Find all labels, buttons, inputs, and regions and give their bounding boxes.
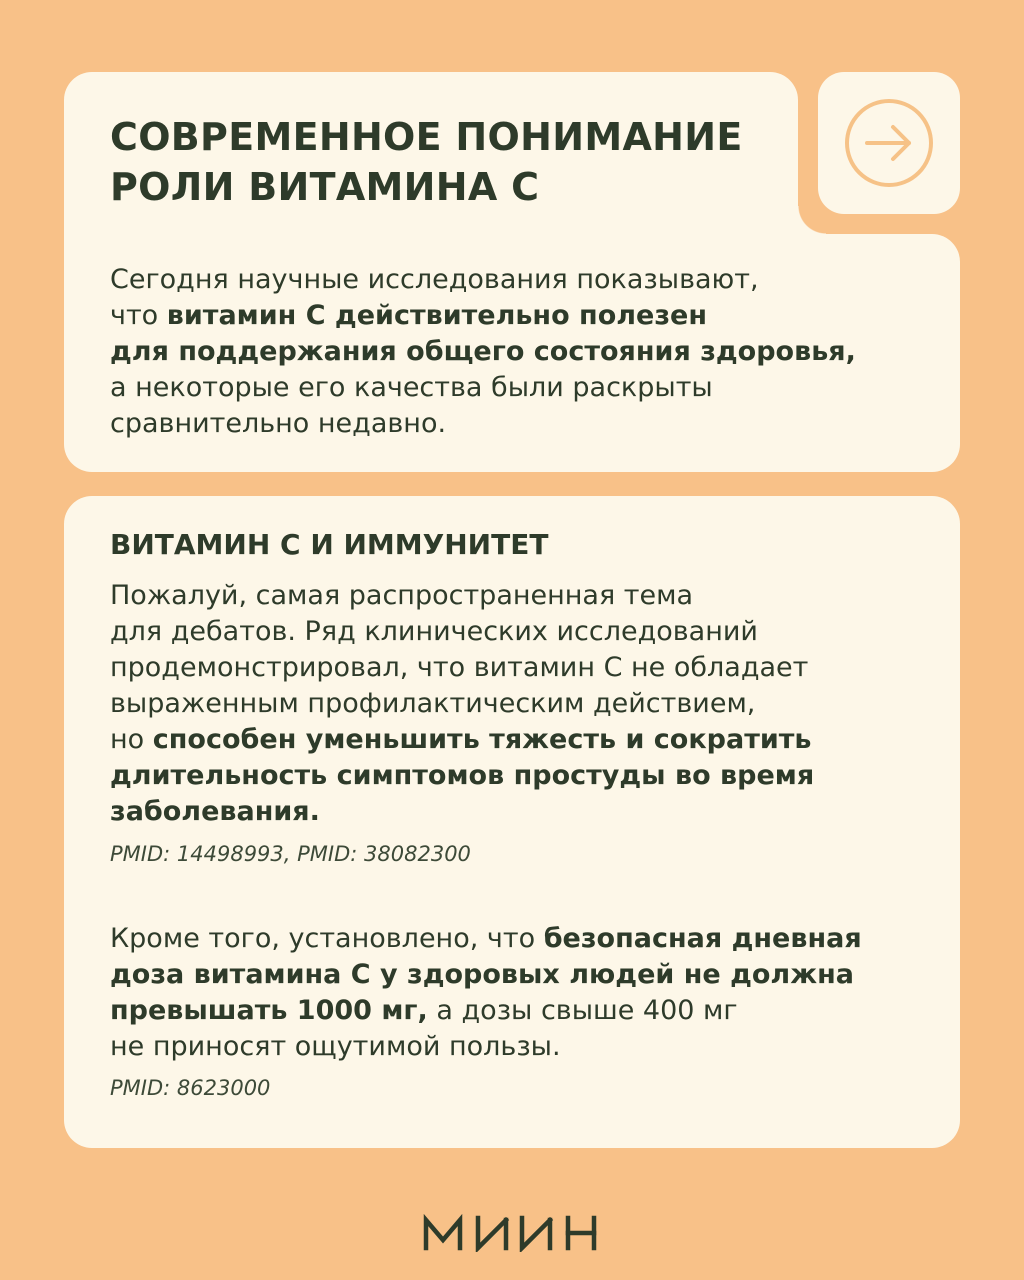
intro-line: сравнительно недавно. — [110, 408, 447, 439]
title-line-2: РОЛИ ВИТАМИНА С — [110, 165, 540, 209]
dose-highlight: превышать 1000 мг, — [110, 995, 428, 1026]
intro-line: что — [110, 300, 167, 331]
immunity-line: для дебатов. Ряд клинических исследований — [110, 616, 758, 647]
immunity-highlight: длительность симптомов простуды во время — [110, 760, 815, 791]
pmid-reference: PMID: 8623000 — [110, 1076, 271, 1100]
brand-logo — [0, 1212, 1024, 1256]
immunity-paragraph — [110, 578, 814, 830]
intro-highlight: для поддержания общего состояния здоровья, — [110, 336, 856, 367]
immunity-line: Пожалуй, самая распространенная тема — [110, 580, 694, 611]
immunity-highlight: заболевания. — [110, 796, 320, 827]
immunity-line: выраженным профилактическим действием, — [110, 688, 756, 719]
immunity-line: но — [110, 724, 153, 755]
miin-logo — [422, 1212, 602, 1252]
immunity-line: продемонстрировал, что витамин С не обладает — [110, 652, 809, 683]
page-title — [110, 112, 770, 212]
arrow-right-circle-icon — [843, 97, 935, 189]
next-button[interactable] — [818, 72, 960, 214]
intro-line: Сегодня научные исследования показывают, — [110, 264, 759, 295]
card-corner — [798, 206, 826, 234]
title-line-1: СОВРЕМЕННОЕ ПОНИМАНИЕ — [110, 115, 743, 159]
dose-line: не приносят ощутимой пользы. — [110, 1031, 561, 1062]
dose-line: Кроме того, установлено, что — [110, 923, 544, 954]
pmid-reference: PMID: 14498993, PMID: 38082300 — [110, 842, 471, 866]
dose-line: а дозы свыше 400 мг — [427, 995, 738, 1026]
section-heading: ВИТАМИН С И ИММУНИТЕТ — [110, 528, 549, 561]
dose-highlight: доза витамина С у здоровых людей не должна — [110, 959, 854, 990]
intro-highlight: витамин С действительно полезен — [166, 300, 707, 331]
dose-paragraph — [110, 921, 862, 1065]
immunity-highlight: способен уменьшить тяжесть и сократить — [152, 724, 812, 755]
intro-paragraph — [110, 262, 856, 442]
dose-highlight: безопасная дневная — [543, 923, 862, 954]
intro-line: а некоторые его качества были раскрыты — [110, 372, 713, 403]
